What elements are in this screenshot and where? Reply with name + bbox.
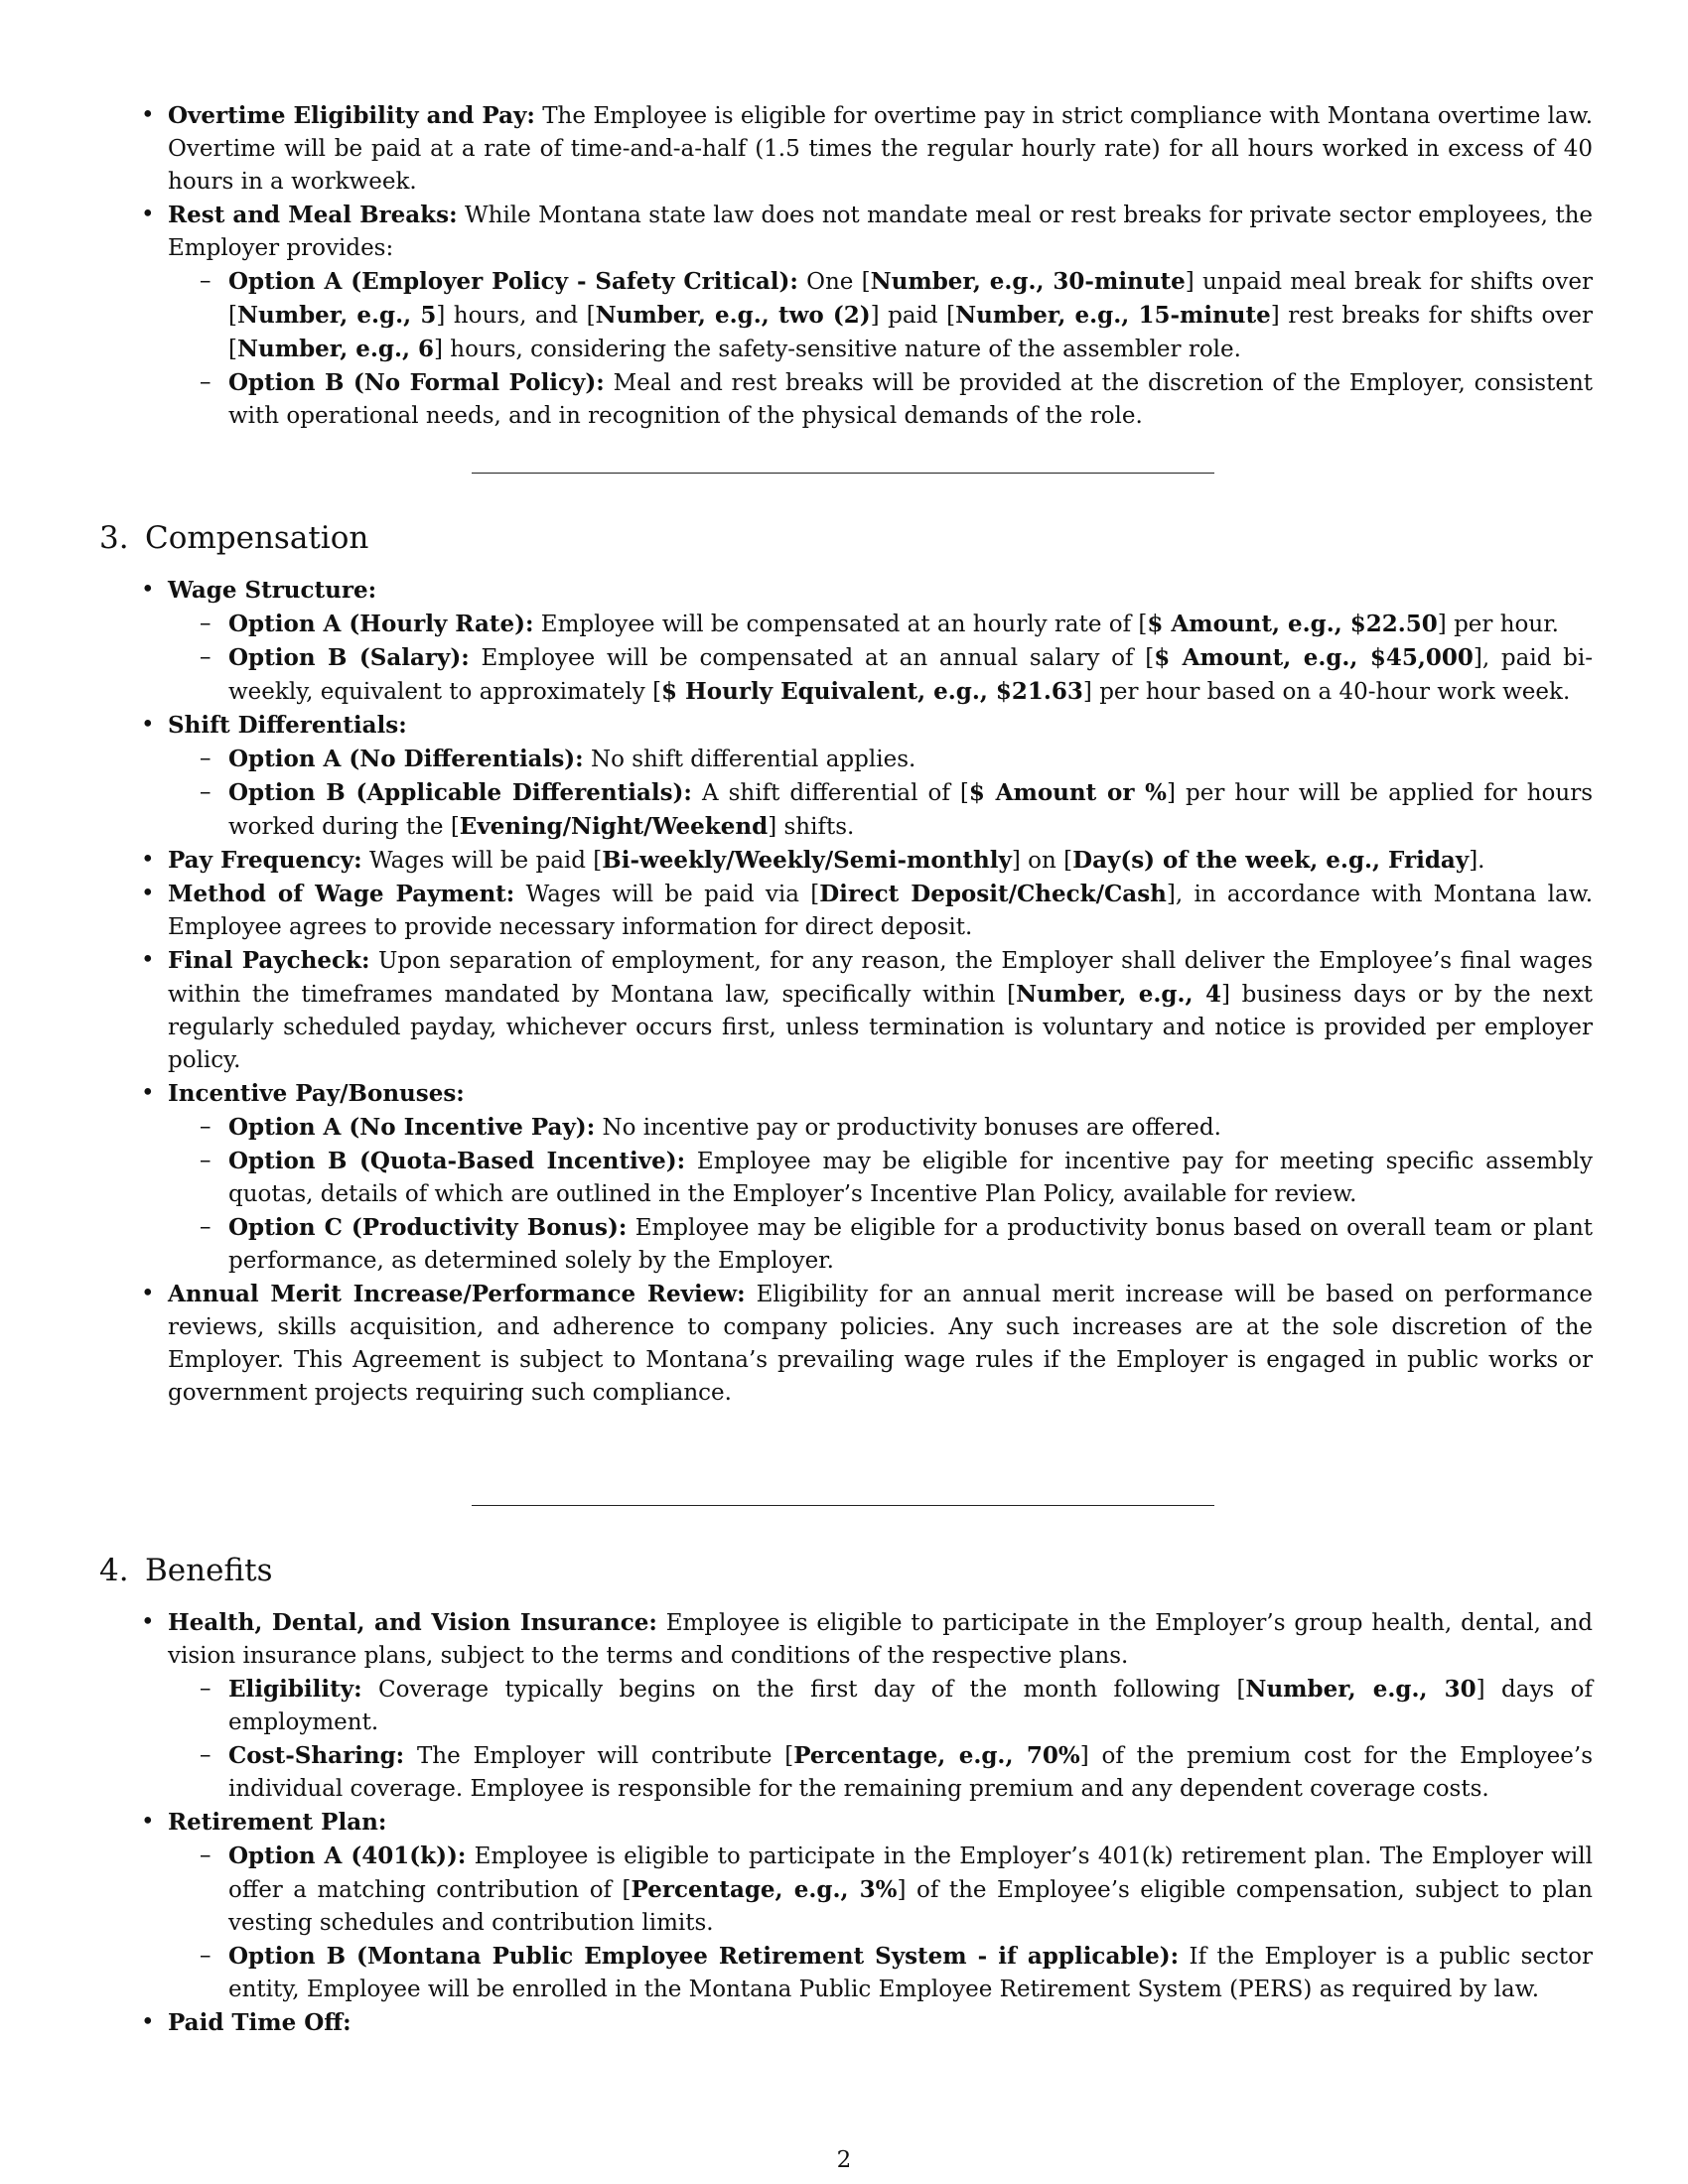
sub-list-item bbox=[168, 1111, 1593, 1145]
placeholder-field: Bi-weekly/Weekly/Semi-monthly bbox=[602, 847, 1012, 874]
body-text: ] paid [ bbox=[870, 303, 956, 329]
body-text: One [ bbox=[806, 269, 871, 295]
body-text: ] business days or by the next regularly scheduled payday, whichever occurs first, unless termination is voluntary and notice is provided per employer policy. bbox=[168, 982, 1594, 1073]
body-text: ] of the Employee’s eligible compensation, subject to plan vesting schedules and contribution limits. bbox=[228, 1877, 1593, 1936]
item-label: Retirement Plan: bbox=[168, 1809, 387, 1836]
item-label: Shift Differentials: bbox=[168, 712, 407, 739]
list-item bbox=[99, 1278, 1593, 1410]
sub-list-item bbox=[168, 366, 1593, 433]
item-label: Option B (Montana Public Employee Retirement System - if applicable): bbox=[228, 1943, 1180, 1970]
body-text: Employee may be eligible for incentive pay for meeting specific assembly quotas, details of which are outlined in the Employer’s Incentive Plan Policy, available for review. bbox=[228, 1149, 1593, 1207]
bullet-list bbox=[99, 574, 1593, 1410]
sub-list-item bbox=[168, 1673, 1593, 1739]
body-text: ] hours, and [ bbox=[436, 303, 596, 329]
placeholder-field: Percentage, e.g., 3% bbox=[631, 1876, 898, 1903]
item-label: Final Paycheck: bbox=[168, 947, 370, 974]
item-label: Option B (No Formal Policy): bbox=[228, 369, 605, 396]
body-text: ] per hour will be applied for hours worked during the [ bbox=[228, 780, 1593, 840]
body-text: ] unpaid meal break for shifts over [ bbox=[228, 269, 1594, 329]
body-text: No incentive pay or productivity bonuses are offered. bbox=[602, 1115, 1221, 1141]
body-text: Employee is eligible to participate in the Employer’s group health, dental, and vision insurance plans, subject to the terms and conditions of the respective plans. bbox=[168, 1610, 1593, 1669]
placeholder-field: Day(s) of the week, e.g., Friday bbox=[1072, 847, 1470, 874]
list-item bbox=[99, 878, 1593, 944]
section-number: 4. bbox=[99, 1553, 129, 1588]
sub-list-item bbox=[168, 1840, 1593, 1940]
sub-list-item bbox=[168, 265, 1593, 366]
item-label: Option B (Salary): bbox=[228, 644, 470, 671]
placeholder-field: Number, e.g., 30-minute bbox=[870, 268, 1186, 295]
sub-list-item bbox=[168, 1739, 1593, 1806]
body-text: ]. bbox=[1469, 848, 1485, 874]
body-text: Meal and rest breaks will be provided at the discretion of the Employer, consistent with operational needs, and in recognition of the physical demands of the role. bbox=[228, 370, 1594, 429]
list-item bbox=[99, 99, 1593, 199]
list-item bbox=[99, 844, 1593, 878]
section-title: Benefits bbox=[145, 1553, 273, 1588]
item-label: Rest and Meal Breaks: bbox=[168, 202, 458, 228]
benefits-list bbox=[99, 1606, 1593, 2040]
list-item bbox=[99, 199, 1593, 433]
sub-list-item bbox=[168, 776, 1593, 844]
item-label: Pay Frequency: bbox=[168, 847, 362, 874]
placeholder-field: Percentage, e.g., 70% bbox=[793, 1742, 1080, 1769]
item-label: Wage Structure: bbox=[168, 577, 377, 604]
body-text: ] of the premium cost for the Employee’s individual coverage. Employee is responsible for the remaining premium and any dependent coverage costs. bbox=[228, 1743, 1594, 1802]
item-label: Annual Merit Increase/Performance Review: bbox=[168, 1281, 746, 1307]
section-heading-benefits bbox=[99, 1551, 272, 1590]
body-text: ] on [ bbox=[1011, 848, 1073, 874]
placeholder-field: $ Amount, e.g., $22.50 bbox=[1147, 611, 1438, 637]
body-text: Employee is eligible to participate in the Employer’s 401(k) retirement plan. The Employer will offer a matching contribution of [ bbox=[228, 1843, 1593, 1903]
bullet-list bbox=[99, 1606, 1593, 2040]
sub-list-item bbox=[168, 1145, 1593, 1211]
item-label: Eligibility: bbox=[228, 1676, 362, 1703]
item-label: Method of Wage Payment: bbox=[168, 881, 515, 907]
body-text: Employee will be compensated at an hourly rate of [ bbox=[540, 612, 1148, 637]
body-text: Coverage typically begins on the first day of the month following [ bbox=[378, 1677, 1246, 1703]
item-label: Paid Time Off: bbox=[168, 2009, 352, 2036]
item-label: Option C (Productivity Bonus): bbox=[228, 1214, 628, 1241]
placeholder-field: $ Amount or % bbox=[968, 779, 1168, 806]
sub-list bbox=[168, 608, 1593, 709]
section-title: Compensation bbox=[145, 520, 369, 556]
list-item bbox=[99, 2006, 1593, 2040]
sub-list-item bbox=[168, 743, 1593, 776]
list-item bbox=[99, 709, 1593, 844]
body-text: No shift differential applies. bbox=[590, 747, 916, 772]
list-item bbox=[99, 1806, 1593, 2006]
body-text: If the Employer is a public sector entity, Employee will be enrolled in the Montana Public Employee Retirement System (PERS) as required by law. bbox=[228, 1944, 1593, 2002]
sub-list-item bbox=[168, 1211, 1593, 1278]
placeholder-field: Number, e.g., 5 bbox=[236, 302, 437, 329]
list-item bbox=[99, 574, 1593, 709]
list-item bbox=[99, 1606, 1593, 1806]
placeholder-field: Evening/Night/Weekend bbox=[459, 813, 769, 840]
bullet-list bbox=[99, 99, 1593, 433]
sub-list bbox=[168, 1840, 1593, 2006]
placeholder-field: Number, e.g., 15-minute bbox=[955, 302, 1271, 329]
section-number: 3. bbox=[99, 520, 129, 556]
body-text: Upon separation of employment, for any reason, the Employer shall deliver the Employee’s final wages within the timeframes mandated by Montana law, specifically within [ bbox=[168, 948, 1594, 1008]
body-text: While Montana state law does not mandate meal or rest breaks for private sector employees, the Employer provides: bbox=[168, 203, 1593, 261]
sub-list bbox=[168, 1111, 1593, 1278]
placeholder-field: Direct Deposit/Check/Cash bbox=[819, 881, 1167, 907]
body-text: ], paid bi-weekly, equivalent to approximately [ bbox=[228, 645, 1594, 705]
body-text: Wages will be paid [ bbox=[368, 848, 603, 874]
section-heading-compensation bbox=[99, 518, 368, 558]
top-section-list bbox=[99, 99, 1593, 433]
body-text: ], in accordance with Montana law. Employee agrees to provide necessary information for direct deposit. bbox=[168, 882, 1594, 940]
item-label: Option A (Hourly Rate): bbox=[228, 611, 534, 637]
body-text: The Employer will contribute [ bbox=[416, 1743, 794, 1769]
body-text: ] days of employment. bbox=[228, 1677, 1594, 1735]
placeholder-field: $ Hourly Equivalent, e.g., $21.63 bbox=[661, 678, 1083, 705]
body-text: The Employee is eligible for overtime pay in strict compliance with Montana overtime law. Overtime will be paid at a rate of time-and-a-half (1.5 times the regular hourly rate) for all hours worked in excess of 40 hours in a workweek. bbox=[168, 103, 1593, 195]
section-divider bbox=[472, 1505, 1214, 1506]
body-text: ] per hour. bbox=[1437, 612, 1559, 637]
item-label: Incentive Pay/Bonuses: bbox=[168, 1080, 465, 1107]
list-item bbox=[99, 944, 1593, 1077]
item-label: Option A (401(k)): bbox=[228, 1843, 467, 1869]
body-text: Employee may be eligible for a productivity bonus based on overall team or plant performance, as determined solely by the Employer. bbox=[228, 1215, 1593, 1274]
page-number: 2 bbox=[836, 2147, 852, 2173]
sub-list-item bbox=[168, 1940, 1593, 2006]
compensation-list bbox=[99, 574, 1593, 1410]
placeholder-field: Number, e.g., 6 bbox=[236, 336, 434, 362]
body-text: Employee will be compensated at an annual salary of [ bbox=[481, 645, 1155, 671]
item-label: Option A (No Incentive Pay): bbox=[228, 1114, 596, 1141]
item-label: Option B (Applicable Differentials): bbox=[228, 779, 692, 806]
sub-list-item bbox=[168, 608, 1593, 641]
section-divider bbox=[472, 473, 1214, 474]
body-text: Wages will be paid via [ bbox=[525, 882, 820, 907]
body-text: ] per hour based on a 40-hour work week. bbox=[1082, 679, 1571, 705]
body-text: Eligibility for an annual merit increase will be based on performance reviews, skills acquisition, and adherence to company policies. Any such increases are at the sole discretion of the Employer. This Agreement is subject to Montana’s prevailing wage rules if the Employer is engaged in public works or government projects requiring such compliance. bbox=[168, 1282, 1594, 1406]
body-text: ] rest breaks for shifts over [ bbox=[228, 303, 1593, 362]
sub-list bbox=[168, 265, 1593, 433]
body-text: A shift differential of [ bbox=[701, 780, 969, 806]
item-label: Option A (No Differentials): bbox=[228, 746, 584, 772]
sub-list bbox=[168, 1673, 1593, 1806]
body-text: ] shifts. bbox=[768, 814, 855, 840]
sub-list bbox=[168, 743, 1593, 844]
placeholder-field: Number, e.g., 30 bbox=[1245, 1676, 1477, 1703]
placeholder-field: Number, e.g., 4 bbox=[1016, 981, 1221, 1008]
item-label: Option A (Employer Policy - Safety Critical): bbox=[228, 268, 798, 295]
list-item bbox=[99, 1077, 1593, 1278]
item-label: Overtime Eligibility and Pay: bbox=[168, 102, 535, 129]
item-label: Option B (Quota-Based Incentive): bbox=[228, 1148, 686, 1174]
placeholder-field: Number, e.g., two (2) bbox=[595, 302, 871, 329]
item-label: Health, Dental, and Vision Insurance: bbox=[168, 1609, 657, 1636]
placeholder-field: $ Amount, e.g., $45,000 bbox=[1154, 644, 1474, 671]
body-text: ] hours, considering the safety-sensitive nature of the assembler role. bbox=[434, 337, 1241, 362]
sub-list-item bbox=[168, 641, 1593, 709]
item-label: Cost-Sharing: bbox=[228, 1742, 405, 1769]
